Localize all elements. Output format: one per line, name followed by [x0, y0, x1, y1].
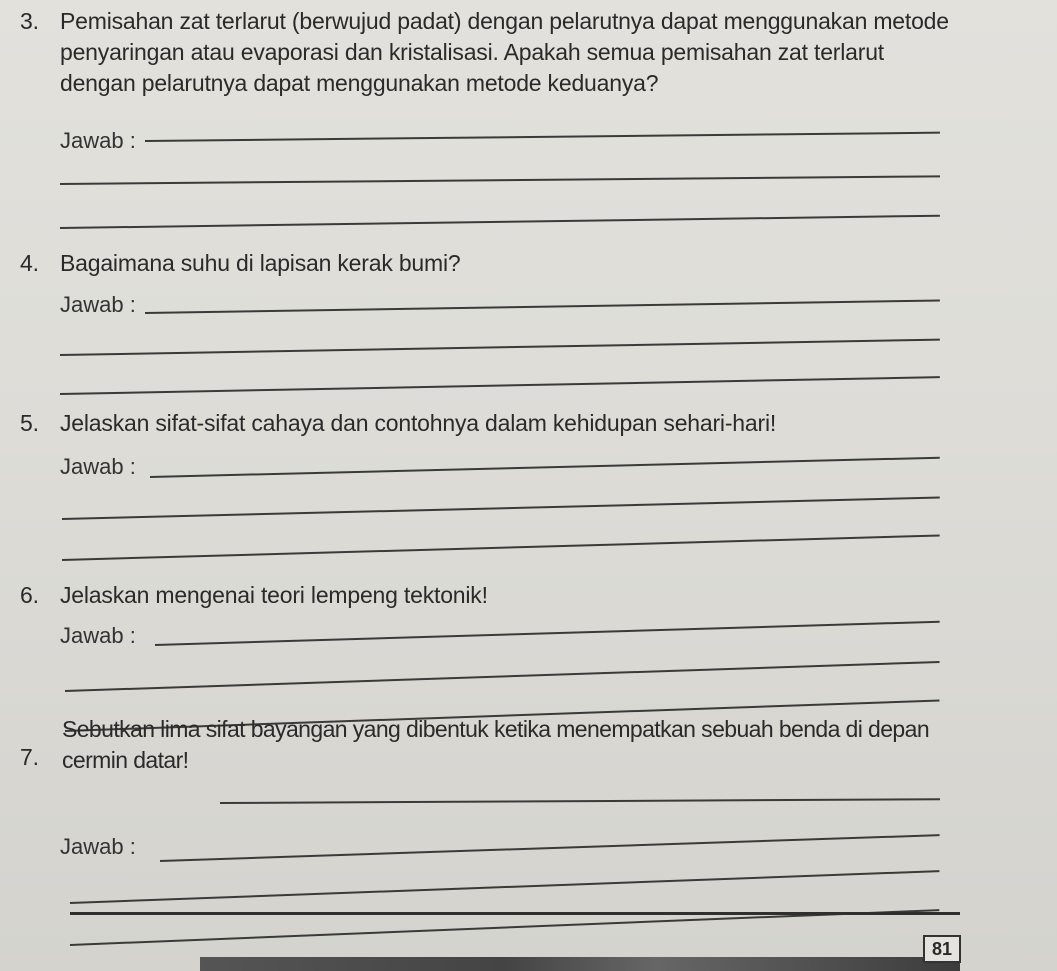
- answer-label: Jawab :: [60, 128, 136, 153]
- answer-line: [145, 300, 940, 314]
- question-text: Bagaimana suhu di lapisan kerak bumi?: [60, 250, 461, 276]
- question-number: 6.: [20, 582, 39, 608]
- answer-line: [60, 376, 940, 395]
- answer-label: Jawab :: [60, 292, 136, 317]
- footer-stripe: [200, 957, 960, 971]
- answer-line: [220, 798, 940, 804]
- question-number: 7.: [20, 744, 39, 770]
- question-4: [20, 248, 960, 279]
- question-5: [20, 408, 960, 439]
- question-text: Sebutkan lima sifat bayangan yang dibentuk ketika menempatkan sebuah benda di depan cermin datar!: [62, 716, 930, 773]
- footer-rule: [70, 912, 960, 915]
- question-text: Pemisahan zat terlarut (berwujud padat) dengan pelarutnya dapat menggunakan metode penyaringan atau evaporasi dan kristalisasi. Apakah semua pemisahan zat terlarut dengan pelarutnya dapat menggunakan metode keduanya?: [60, 8, 949, 96]
- answer-line: [155, 621, 940, 646]
- question-number: 4.: [20, 250, 39, 276]
- question-number: 3.: [20, 8, 39, 34]
- page-number: 81: [923, 935, 961, 963]
- question-7: [20, 714, 975, 776]
- answer-label: Jawab :: [60, 623, 136, 648]
- question-3: [20, 6, 960, 99]
- answer-line: [62, 497, 940, 520]
- answer-line: [65, 661, 940, 692]
- question-text: Jelaskan sifat-sifat cahaya dan contohnya dalam kehidupan sehari-hari!: [60, 410, 777, 436]
- answer-line: [62, 534, 940, 561]
- answer-line: [60, 215, 940, 229]
- answer-label: Jawab :: [60, 834, 136, 859]
- answer-line: [70, 870, 939, 904]
- answer-line: [160, 834, 940, 862]
- question-6: [20, 580, 960, 611]
- question-text: Jelaskan mengenai teori lempeng tektonik!: [60, 582, 488, 608]
- answer-label: Jawab :: [60, 454, 136, 479]
- question-number: 5.: [20, 410, 39, 436]
- answer-line: [145, 132, 940, 142]
- answer-line: [150, 457, 940, 478]
- answer-line: [60, 175, 940, 185]
- answer-line: [60, 339, 940, 356]
